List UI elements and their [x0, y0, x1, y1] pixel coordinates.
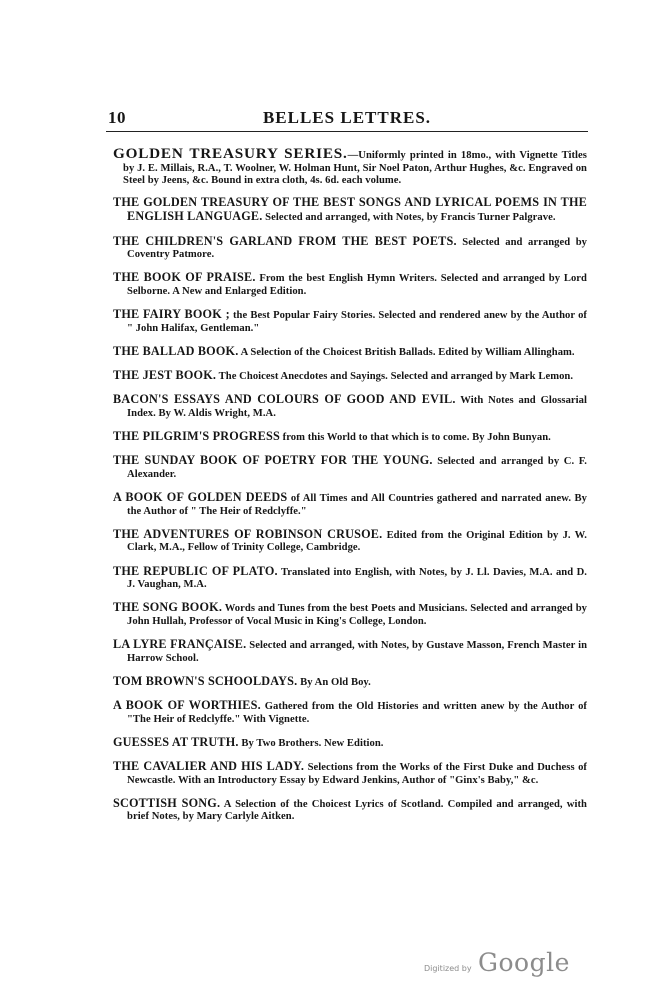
entry-description: From the best English Hymn Writers. Selected and arranged by Lord Selborne. A New and Enlarged Edition.	[127, 273, 587, 297]
running-head: BELLES LETTRES.	[262, 108, 432, 127]
entry-title: A BOOK OF GOLDEN DEEDS	[113, 490, 288, 505]
entry-description: Gathered from the Old Histories and written anew by the Author of "The Heir of Redclyffe." With Vignette.	[127, 701, 587, 725]
catalogue-entry	[113, 736, 587, 751]
entry-description: —Uniformly printed in 18mo., with Vignette Titles by J. E. Millais, R.A., T. Woolner, W. Holman Hunt, Sir Noel Paton, Arthur Hughes, &c. Engraved on Steel by Jeens, &c. Bound in extra cloth, 4s. 6d. each volume.	[123, 150, 587, 187]
entry-description: A Selection of the Choicest Lyrics of Scotland. Compiled and arranged, with brief Notes, by Mary Carlyle Aitken.	[127, 798, 587, 823]
watermark-prefix: Digitized by	[424, 964, 472, 973]
entry-title: A BOOK OF WORTHIES.	[113, 698, 261, 713]
catalogue-entry	[113, 528, 587, 555]
catalogue-entry	[113, 196, 587, 225]
entry-description: Selected and arranged by Coventry Patmore.	[127, 236, 587, 261]
entry-description: the Best Popular Fairy Stories. Selected and rendered anew by the Author of " John Halifax, Gentleman."	[127, 310, 587, 334]
catalogue-entry	[113, 565, 587, 592]
entry-description: Selected and arranged, with Notes, by Gustave Masson, French Master in Harrow School.	[127, 640, 588, 664]
catalogue-entry	[113, 271, 587, 298]
entry-title: THE CHILDREN'S GARLAND FROM THE BEST POETS.	[113, 233, 457, 248]
entry-title: BACON'S ESSAYS AND COLOURS OF GOOD AND EVIL.	[113, 392, 456, 407]
catalogue-entry	[113, 638, 587, 665]
entry-title: TOM BROWN'S SCHOOLDAYS.	[113, 673, 298, 688]
entry-title: THE PILGRIM'S PROGRESS	[113, 429, 280, 444]
entry-description: By Two Brothers. New Edition.	[241, 737, 384, 749]
catalogue-entry	[113, 308, 587, 335]
entry-description: The Choicest Anecdotes and Sayings. Selected and arranged by Mark Lemon.	[218, 371, 574, 383]
catalogue-entry	[113, 393, 587, 420]
catalogue-entry	[113, 454, 587, 481]
catalogue-entry	[113, 369, 587, 384]
catalogue-entry	[113, 235, 587, 262]
page-number: 10	[108, 108, 126, 127]
entry-description: A Selection of the Choicest British Ballads. Edited by William Allingham.	[240, 346, 575, 358]
entry-title: THE ADVENTURES OF ROBINSON CRUSOE.	[113, 526, 383, 541]
entry-title: THE BALLAD BOOK.	[113, 343, 239, 358]
page-header	[108, 108, 586, 130]
entry-description: Edited from the Original Edition by J. W. Clark, M.A., Fellow of Trinity College, Cambridge.	[127, 529, 587, 554]
catalogue-entry	[113, 699, 587, 726]
entry-title: THE BOOK OF PRAISE.	[113, 270, 256, 285]
entry-title: GOLDEN TREASURY SERIES.	[113, 145, 348, 162]
google-logo: Google	[478, 948, 570, 977]
entry-title: THE SONG BOOK.	[113, 600, 223, 615]
entry-description: of All Times and All Countries gathered and narrated anew. By the Author of " The Heir of Redclyffe."	[127, 493, 587, 517]
entry-title: LA LYRE FRANÇAISE.	[113, 637, 247, 652]
entry-description: Translated into English, with Notes, by J. Ll. Davies, M.A. and D. J. Vaughan, M.A.	[127, 566, 587, 591]
catalogue-entry	[113, 491, 587, 518]
entry-title: THE CAVALIER AND HIS LADY.	[113, 759, 305, 774]
catalogue-entry	[113, 345, 587, 360]
catalogue-entry	[113, 601, 587, 628]
entry-description: Words and Tunes from the best Poets and Musicians. Selected and arranged by John Hullah, Professor of Vocal Music in King's College, London.	[127, 603, 587, 627]
entry-description: By An Old Boy.	[300, 676, 371, 688]
entry-title: THE SUNDAY BOOK OF POETRY FOR THE YOUNG.	[113, 453, 433, 468]
entry-description: Selected and arranged by C. F. Alexander.	[127, 456, 587, 480]
catalogue-entry	[113, 797, 587, 824]
entry-title: GUESSES AT TRUTH.	[113, 734, 239, 749]
catalogue-entry	[113, 675, 587, 690]
entry-title: THE FAIRY BOOK ;	[113, 307, 230, 322]
entry-title: SCOTTISH SONG.	[113, 795, 221, 810]
catalogue-entry	[113, 760, 587, 787]
entry-title: THE REPUBLIC OF PLATO.	[113, 563, 278, 578]
entry-title: THE JEST BOOK.	[113, 368, 217, 383]
entry-title: THE GOLDEN TREASURY OF THE BEST SONGS AND LYRICAL POEMS IN THE ENGLISH LANGUAGE.	[113, 194, 587, 224]
catalogue-entry	[113, 145, 587, 188]
entry-description: Selections from the Works of the First Duke and Duchess of Newcastle. With an Introductory Essay by Edward Jenkins, Author of "Ginx's Baby," &c.	[127, 762, 587, 786]
entry-description: Selected and arranged, with Notes, by Francis Turner Palgrave.	[265, 212, 556, 224]
header-rule	[106, 131, 588, 132]
entry-description: With Notes and Glossarial Index. By W. Aldis Wright, M.A.	[127, 395, 588, 419]
catalogue-entries	[113, 145, 588, 834]
entry-description: from this World to that which is to come. By John Bunyan.	[282, 432, 551, 444]
catalogue-entry	[113, 430, 587, 445]
digitized-watermark	[424, 948, 570, 982]
